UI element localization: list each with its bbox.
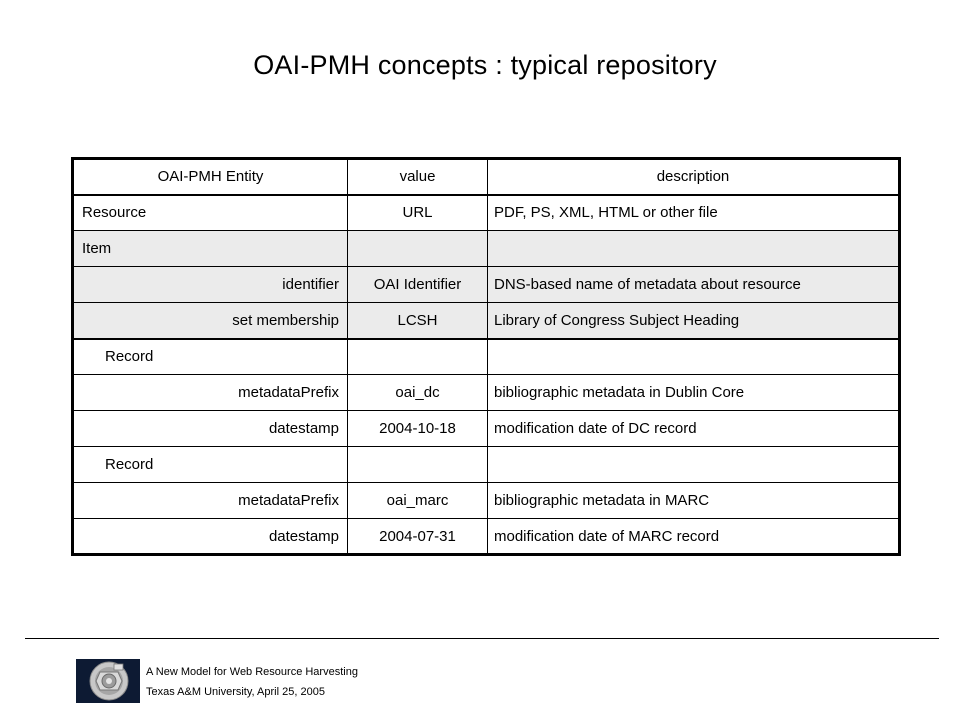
table-header-row <box>73 159 900 195</box>
logo-emblem-icon <box>76 659 140 703</box>
entity-cell: identifier <box>73 267 348 303</box>
entity-cell: metadataPrefix <box>73 483 348 519</box>
oai-entity-table <box>71 157 901 556</box>
footer-divider <box>25 638 939 639</box>
table-row <box>73 303 900 339</box>
entity-cell: Resource <box>73 195 348 231</box>
value-cell <box>348 339 488 375</box>
description-cell <box>488 231 900 267</box>
logo <box>76 659 140 703</box>
table-row <box>73 447 900 483</box>
table-row <box>73 411 900 447</box>
value-cell <box>348 447 488 483</box>
description-cell: bibliographic metadata in MARC <box>488 483 900 519</box>
entity-cell: datestamp <box>73 519 348 555</box>
description-cell <box>488 339 900 375</box>
value-cell: oai_dc <box>348 375 488 411</box>
description-cell <box>488 447 900 483</box>
header-description: description <box>488 159 900 195</box>
entity-cell: Record <box>73 447 348 483</box>
value-cell: 2004-10-18 <box>348 411 488 447</box>
footer-line-1: A New Model for Web Resource Harvesting <box>146 666 358 678</box>
value-cell <box>348 231 488 267</box>
header-value: value <box>348 159 488 195</box>
description-cell: modification date of MARC record <box>488 519 900 555</box>
entity-cell: datestamp <box>73 411 348 447</box>
entity-cell: set membership <box>73 303 348 339</box>
value-cell: 2004-07-31 <box>348 519 488 555</box>
description-cell: bibliographic metadata in Dublin Core <box>488 375 900 411</box>
value-cell: OAI Identifier <box>348 267 488 303</box>
footer-text <box>146 662 358 702</box>
table-row <box>73 231 900 267</box>
table-row <box>73 267 900 303</box>
table-row <box>73 339 900 375</box>
entity-cell: Record <box>73 339 348 375</box>
value-cell: LCSH <box>348 303 488 339</box>
table-row <box>73 195 900 231</box>
value-cell: oai_marc <box>348 483 488 519</box>
header-entity: OAI-PMH Entity <box>73 159 348 195</box>
table-row <box>73 519 900 555</box>
description-cell: PDF, PS, XML, HTML or other file <box>488 195 900 231</box>
description-cell: DNS-based name of metadata about resource <box>488 267 900 303</box>
description-cell: modification date of DC record <box>488 411 900 447</box>
entity-cell: Item <box>73 231 348 267</box>
table-row <box>73 375 900 411</box>
description-cell: Library of Congress Subject Heading <box>488 303 900 339</box>
footer-line-2: Texas A&M University, April 25, 2005 <box>146 686 325 698</box>
table-row <box>73 483 900 519</box>
slide-title: OAI-PMH concepts : typical repository <box>253 50 717 80</box>
value-cell: URL <box>348 195 488 231</box>
entity-cell: metadataPrefix <box>73 375 348 411</box>
